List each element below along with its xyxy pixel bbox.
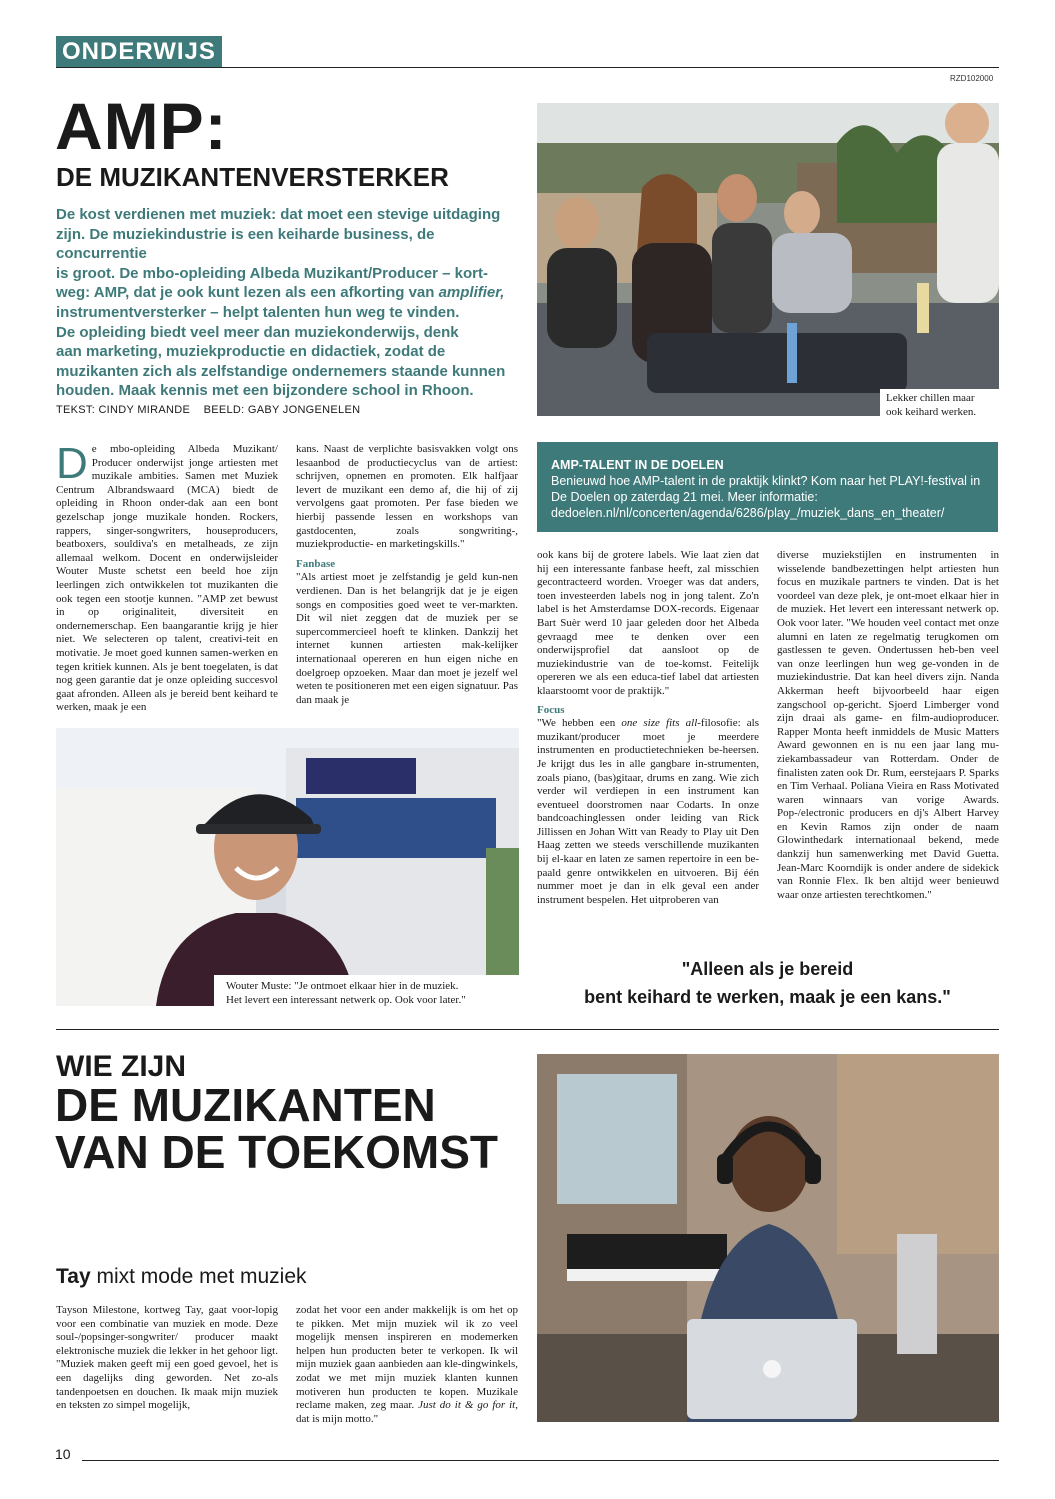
section-tag: ONDERWIJS — [56, 36, 222, 68]
subheading-fanbase: Fanbase — [296, 557, 336, 570]
dropcap: D — [56, 439, 88, 488]
infobox-title: AMP-TALENT IN DE DOELEN — [551, 458, 724, 472]
article-title: AMP: — [55, 89, 228, 163]
section2-kicker: WIE ZIJN — [56, 1050, 187, 1083]
teacher-photo-caption: Wouter Muste: "Je ontmoet elkaar hier in de muziek. Het levert een interessant netwerk op. Ook voor later." — [214, 975, 531, 1007]
body-column-3: ook kans bij de grotere labels. Wie laat zien dat hij een interessante fanbase heeft, zal misschien gecontracteerd worden. Vroeger was dat anders, toen investeerden labels nog in jong talent. Zo'n label is het Amsterdamse DOX-records. Eigenaar Bart Suèr werd 10 jaar geleden door het Albeda gevraagd mee te denken over een onderwijsprofiel dat aansloot op de muziekindustrie van de toe-komst. Feitelijk opereren we als een educa-tief label dat artiesten klaarstoomt voor de praktijk." Focus "We hebben een one size fits all-filosofie: als muzikant/producer moet je meerdere instrumenten en productietechnieken be-heersen. Je krijgt dus les in alle gangbare in-strumenten, zoals piano, (bas)gitaar, drums en zang. Wie zich verder wil verdiepen in een instrument kan eventueel doorstromen naar Codarts. In onze bandcoachinglessen onder leiding van Rick Jillissen en Johan Witt van Ready to Play uit Den Haag zetten we steeds verschillende muzikanten bij el-kaar en laten ze samen repertoire in een be-paald genre ontwikkelen en uitvoeren. Bij één nummer moet je dan in elk geval een ander instrument bespelen. Het uitproberen van — [537, 549, 759, 906]
tay-column-1: Tayson Milestone, kortweg Tay, gaat voor-lopig voor een combinatie van muziek en mode. Deze soul-/popsinger-songwriter/ producer maakt elektronische muziek die lekker in het gehoor ligt. "Muziek maken geeft mij een goed gevoel, het is een dagelijks ding geworden. Net zo-als tandenpoetsen en douchen. Ik maak mijn muziek en teksten zo simpel mogelijk, — [56, 1304, 278, 1412]
page-number: 10 — [55, 1446, 71, 1462]
header-rule — [56, 67, 999, 68]
tay-heading: Tay mixt mode met muziek — [56, 1265, 307, 1288]
body-column-4: diverse muziekstijlen en instrumenten in wisselende bandbezettingen helpt artiesten hun focus en muzikale partners te vinden. Dat is het voordeel van deze plek, je ont-moet elkaar hier in de muziek. Het levert een interessant netwerk op. Ook voor later. "We houden veel contact met onze alumni en laten ze regelmatig terugkomen om gastlessen te geven. Ondertussen heb-ben veel van onze leerlingen hun weg ge-vonden in de muziekindustrie. Dat kan heel divers zijn. Nanda Akkerman heeft bijvoorbeeld haar eigen zangschool op-gericht. Sjoerd Limberger vond zijn draai als game- en film-audioproducer. Rapper Monta heeft inmiddels de Music Matters Award gewonnen en is nu een jaar lang mu-ziekambassadeur van Rotterdam. Onder de finalisten zaten ook Dr. Rum, eerstejaars P. Sparks en Tim Verhaal. Poliana Vieira en Rass Motivated waren winnaars van vorige Awards. Pop-/electronic producers en dj's Albert Harvey en Kevin Ramos zijn onder de naam Glowinthedark internationaal bekend, mede dankzij hun samenwerking met David Guetta. Jean-Marc Koorndijk is onder andere de sidekick van Ronnie Flex. Ik ben altijd weer benieuwd waar onze artiesten terechtkomen." — [777, 549, 999, 901]
group-photo — [537, 103, 999, 416]
footer-rule — [82, 1460, 999, 1461]
page-code: RZD102000 — [950, 74, 994, 83]
body-column-2: kans. Naast de verplichte basisvakken volgt ons lesaanbod de productiecyclus van de artiest: schrijven, opnemen en promoten. Elk halfjaar levert de muzikant een demo af, die hij of zij vervolgens gaat promoten. Per fase bieden we hierbij passende lessen en workshops van gastdocenten, zoals songwriting-, muziekproductie- en marketingskills." Fanbase "Als artiest moet je zelfstandig je geld kun-nen verdienen. Dan is het belangrijk dat je je eigen songs en composities goed weet te ver-markten. Dit wil niet zeggen dat de muziek per se supercommercieel hoeft te klinken. Dankzij het internet kunnen artiesten mak-kelijker internationaal opereren en hun eigen niche en doelgroep opzoeken. Maar dan moet je jezelf wel weten te positioneren met een eigen signatuur. Pas dan maak je — [296, 443, 518, 706]
section2-title: DE MUZIKANTEN VAN DE TOEKOMST — [55, 1079, 498, 1178]
tay-photo — [537, 1054, 999, 1422]
subheading-focus: Focus — [537, 703, 565, 716]
teacher-photo — [56, 728, 519, 1006]
byline: TEKST: CINDY MIRANDE BEELD: GABY JONGENELEN — [56, 404, 361, 416]
pull-quote: "Alleen als je bereid bent keihard te werken, maak je een kans." — [584, 959, 951, 1007]
group-photo-caption: Lekker chillen maar ook keihard werken. — [880, 389, 1005, 419]
article-intro: De kost verdienen met muziek: dat moet een stevige uitdaging zijn. De muziekindustrie is een keiharde business, de concurrentie is groot. De mbo-opleiding Albeda Muzikant/Producer – kort- weg: AMP, dat je ook kunt lezen als een afkorting van amplifier, instrumentversterker – helpt talenten hun weg te vinden. De opleiding biedt veel meer dan muziekonderwijs, denk aan marketing, muziekproductie en didactiek, zodat de muzikanten zich als zelfstandige ondernemers staande kunnen houden. Maak kennis met een bijzondere school in Rhoon. — [56, 206, 506, 400]
event-infobox — [537, 442, 998, 532]
body-column-1: D e mbo-opleiding Albeda Muzikant/ Producer onderwijst jonge artiesten met muzikale ambities. Samen met Muziek Centrum Albrandswaard (MCA) biedt de opleiding in Rhoon onder-dak aan een bont gezelschap jonge muzikale honden. Rockers, rappers, singer-songwriters, houseproducers, beatboxers, souldiva's en metalheads, ze zijn allemaal welkom. Docent en onderwijsleider Wouter Muste schetst een beeld hoe zijn leerlingen zich ontwikkelen tot muzikanten die ook tegen een stootje kunnen. "AMP zet bewust in op originaliteit, diversiteit en ondernemerschap. Een baangarantie krijg je hier niet. We selecteren op talent, creativi-teit en motivatie. Je moet goed kunnen samen-werken en tegen kritiek kunnen. Als je bent toegelaten, is dat nog geen garantie dat je onze opleiding succesvol gaat afronden. Alleen als je bereid bent keihard te werken, maak je een — [56, 439, 278, 714]
article-subtitle: DE MUZIKANTENVERSTERKER — [56, 162, 449, 192]
tay-column-2: zodat het voor een ander makkelijk is om het op te pikken. Met mijn muziek wil ik zo veel mogelijk mensen inspireren en modemerken helpen hun producten beter te verkopen. Ik wil mijn muziek gaan aanbieden aan kle-dingwinkels, zodat we met mijn muziek klanten kunnen motiveren hun producten te kopen. Muzikale reclame maken, zeg maar. Just do it & go for it, dat is mijn motto." — [296, 1304, 518, 1425]
section-rule — [56, 1029, 999, 1030]
infobox-text: Benieuwd hoe AMP-talent in de praktijk klinkt? Kom naar het PLAY!-festival in De Doelen op zaterdag 21 mei. Meer informatie: dedoelen.nl/nl/concerten/agenda/6286/play_/muziek_dans_en_theater/ — [551, 474, 981, 520]
